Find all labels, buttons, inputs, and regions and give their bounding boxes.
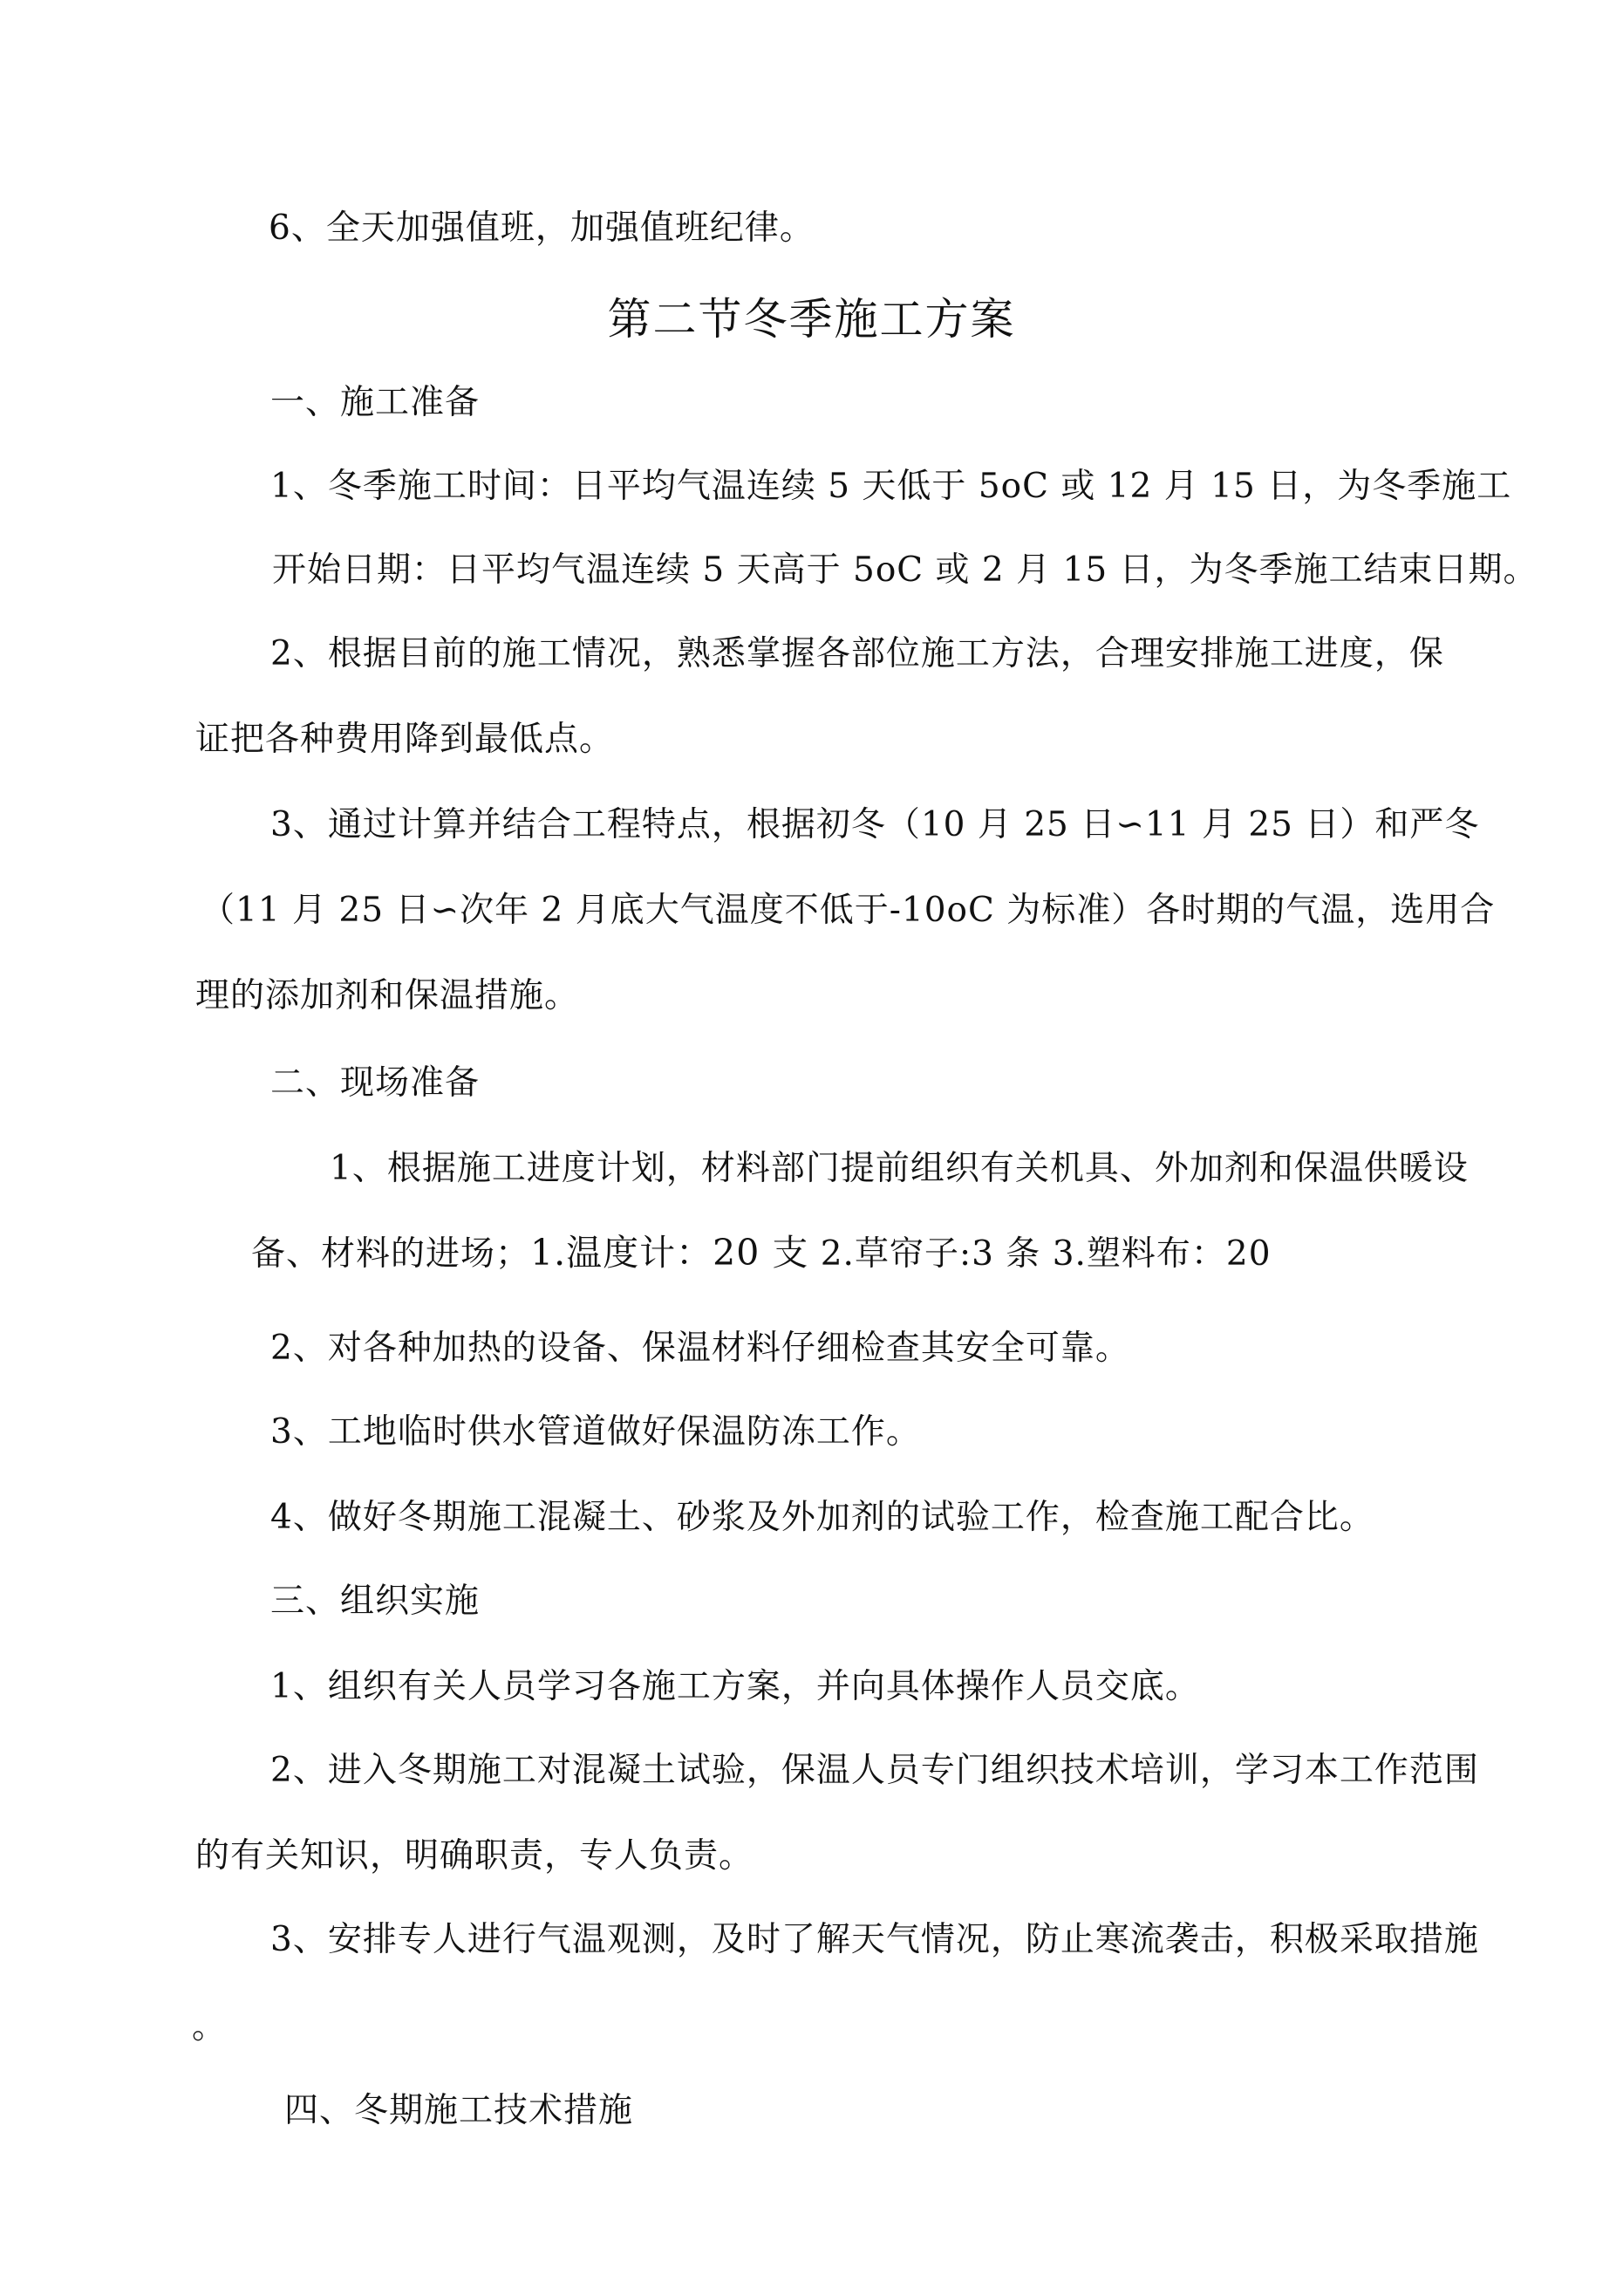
thermometer-count: 1.温度计：20 支 xyxy=(530,1232,809,1274)
org-paragraph-2-line-2: 的有关知识，明确职责，专人负责。 xyxy=(195,1836,754,1876)
org-paragraph-2-line-1: 2、进入冬期施工对混凝土试验，保温人员专门组织技术培训，学习本工作范围 xyxy=(270,1751,1479,1790)
paragraph-3-line-3: 理的添加剂和保温措施。 xyxy=(195,976,580,1015)
paragraph-3-line-2: （11 月 25 日∽次年 2 月底大气温度不低于-10oC 为标准）各时期的气温，选用合 xyxy=(201,891,1496,930)
org-paragraph-3-line-2: 。 xyxy=(192,2007,228,2047)
paragraph-1-line-2: 开始日期：日平均气温连续 5 天高于 5oC 或 2 月 15 日，为冬季施工结束日期。 xyxy=(272,550,1538,590)
heading-organization: 三、组织实施 xyxy=(270,1582,481,1621)
heading-construction-prep: 一、施工准备 xyxy=(270,383,481,422)
paragraph-1-line-1: 1、冬季施工时间：日平均气温连续 5 天低于 5oC 或 12 月 15 日，为冬季施工 xyxy=(270,467,1512,506)
paragraph-item-6: 6、全天加强值班，加强值班纪律。 xyxy=(269,208,815,248)
site-paragraph-3: 3、工地临时供水管道做好保温防冻工作。 xyxy=(270,1412,921,1452)
section-title: 第二节冬季施工方案 xyxy=(607,294,1016,345)
heading-winter-techniques: 四、冬期施工技术措施 xyxy=(284,2091,634,2130)
paragraph-2-line-2: 证把各种费用降到最低点。 xyxy=(195,720,615,759)
materials-list: 2.草帘子:3 条 3.塑料布：20 xyxy=(808,1234,1272,1274)
org-paragraph-3-line-1: 3、安排专人进行气温观测，及时了解天气情况，防止寒流袭击，积极采取措施 xyxy=(270,1920,1479,1959)
heading-site-prep: 二、现场准备 xyxy=(270,1063,481,1103)
paragraph-3-line-1: 3、通过计算并结合工程特点，根据初冬（10 月 25 日∽11 月 25 日）和严冬 xyxy=(270,805,1480,844)
site-paragraph-4: 4、做好冬期施工混凝土、砂浆及外加剂的试验工作，检查施工配合比。 xyxy=(270,1498,1374,1537)
org-paragraph-1: 1、组织有关人员学习各施工方案，并向具体操作人员交底。 xyxy=(270,1667,1200,1706)
materials-intro: 备、材料的进场； xyxy=(251,1234,531,1274)
paragraph-2-line-1: 2、根据目前的施工情况，熟悉掌握各部位施工方法，合理安排施工进度，保 xyxy=(270,634,1444,673)
site-paragraph-1-line-1: 1、根据施工进度计划，材料部门提前组织有关机具、外加剂和保温供暖设 xyxy=(330,1149,1469,1188)
site-paragraph-1-line-2 xyxy=(251,1232,1272,1275)
site-paragraph-2: 2、对各种加热的设备、保温材料仔细检查其安全可靠。 xyxy=(270,1329,1130,1368)
